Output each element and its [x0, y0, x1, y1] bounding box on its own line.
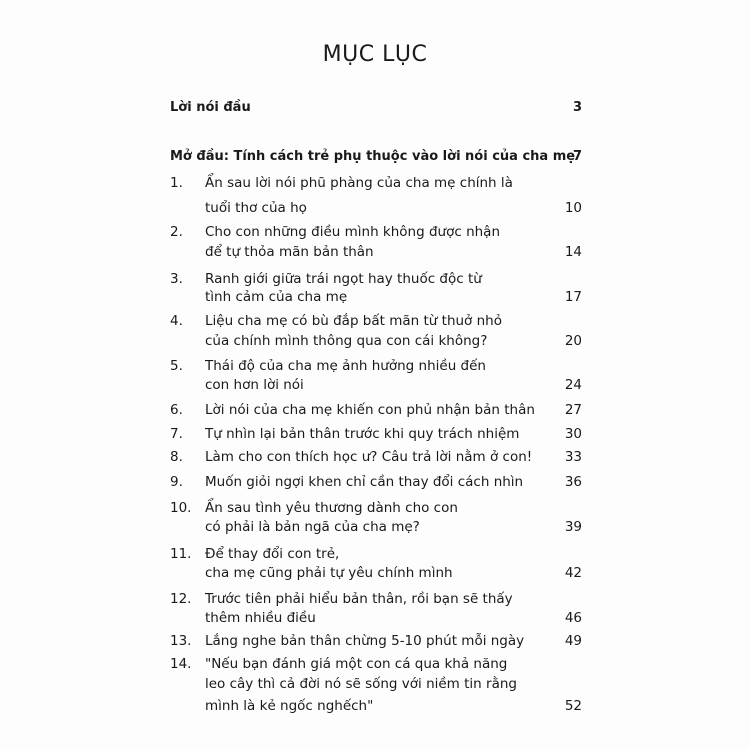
- entry-title-line: Lời nói đầu: [170, 100, 251, 115]
- entry-title-line: Ẩn sau tình yêu thương dành cho con: [205, 500, 458, 516]
- entry-page-number: 39: [564, 519, 582, 535]
- entry-title-line: cha mẹ cũng phải tự yêu chính mình: [205, 565, 453, 581]
- entry-number: 2.: [170, 224, 183, 240]
- entry-title-line: Mở đầu: Tính cách trẻ phụ thuộc vào lời nói của cha mẹ: [170, 149, 576, 164]
- entry-number: 3.: [170, 271, 183, 287]
- entry-title-line: Lời nói của cha mẹ khiến con phủ nhận bản thân: [205, 402, 535, 418]
- entry-number: 6.: [170, 402, 183, 418]
- entry-title-line: tình cảm của cha mẹ: [205, 289, 348, 305]
- entry-page-number: 17: [564, 289, 582, 305]
- entry-page-number: 52: [564, 698, 582, 714]
- page-title: MỤC LỤC: [322, 42, 428, 67]
- entry-title-line: leo cây thì cả đời nó sẽ sống với niềm tin rằng: [205, 676, 517, 692]
- entry-page-number: 20: [564, 333, 582, 349]
- entry-page-number: 49: [564, 633, 582, 649]
- entry-number: 14.: [170, 656, 192, 672]
- entry-title-line: của chính mình thông qua con cái không?: [205, 333, 488, 349]
- entry-title-line: Ẩn sau lời nói phũ phàng của cha mẹ chính là: [205, 175, 513, 191]
- entry-number: 5.: [170, 358, 183, 374]
- entry-title-line: Lắng nghe bản thân chừng 5-10 phút mỗi ngày: [205, 633, 525, 649]
- entry-page-number: 33: [564, 449, 582, 465]
- entry-number: 7.: [170, 426, 183, 442]
- entry-title-line: Trước tiên phải hiểu bản thân, rồi bạn sẽ thấy: [205, 591, 513, 607]
- entry-page-number: 42: [564, 565, 582, 581]
- entry-page-number: 30: [564, 426, 582, 442]
- entry-title-line: Thái độ của cha mẹ ảnh hưởng nhiều đến: [205, 358, 486, 374]
- entry-title-line: Tự nhìn lại bản thân trước khi quy trách nhiệm: [205, 426, 520, 442]
- entry-page-number: 14: [564, 244, 582, 260]
- entry-number: 11.: [170, 546, 192, 562]
- entry-title-line: tuổi thơ của họ: [205, 200, 307, 216]
- entry-number: 13.: [170, 633, 192, 649]
- entry-number: 8.: [170, 449, 183, 465]
- entry-page-number: 27: [564, 402, 582, 418]
- entry-title-line: Muốn giỏi ngợi khen chỉ cần thay đổi cách nhìn: [205, 474, 524, 490]
- entry-number: 10.: [170, 500, 192, 516]
- entry-title-line: có phải là bản ngã của cha mẹ?: [205, 519, 420, 535]
- entry-title-line: mình là kẻ ngốc nghếch": [205, 698, 374, 714]
- entry-title-line: để tự thỏa mãn bản thân: [205, 244, 374, 260]
- entry-title-line: Cho con những điều mình không được nhận: [205, 224, 501, 240]
- entry-title-line: "Nếu bạn đánh giá một con cá qua khả năng: [205, 656, 508, 672]
- entry-title-line: Liệu cha mẹ có bù đắp bất mãn từ thuở nhỏ: [205, 313, 502, 329]
- entry-page-number: 10: [564, 200, 582, 216]
- entry-number: 1.: [170, 175, 183, 191]
- entry-title-line: con hơn lời nói: [205, 377, 304, 393]
- entry-title-line: Để thay đổi con trẻ,: [205, 546, 340, 562]
- entry-page-number: 36: [564, 474, 582, 490]
- entry-number: 12.: [170, 591, 192, 607]
- entry-page-number: 24: [564, 377, 582, 393]
- entry-page-number: 7: [572, 149, 582, 164]
- entry-page-number: 3: [572, 100, 582, 115]
- entry-title-line: thêm nhiều điều: [205, 610, 316, 626]
- entry-title-line: Làm cho con thích học ư? Câu trả lời nằm ở con!: [205, 449, 533, 465]
- entry-number: 9.: [170, 474, 183, 490]
- entry-page-number: 46: [564, 610, 582, 626]
- entry-title-line: Ranh giới giữa trái ngọt hay thuốc độc từ: [205, 271, 482, 287]
- entry-number: 4.: [170, 313, 183, 329]
